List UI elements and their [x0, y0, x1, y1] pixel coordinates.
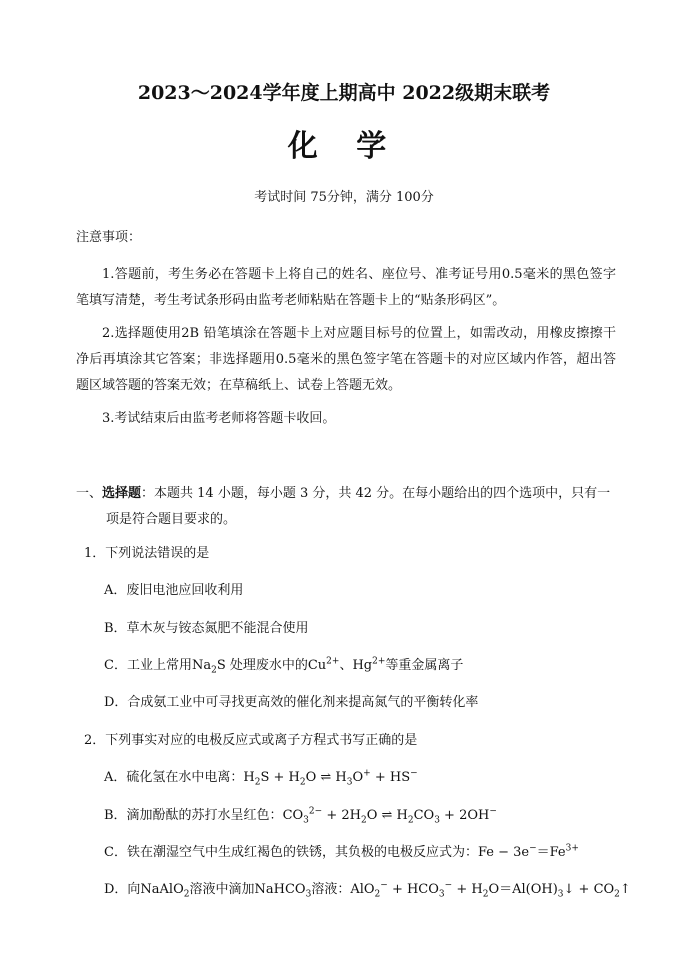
question-1-stem: 1．下列说法错误的是: [84, 546, 210, 561]
subject-title: 化 学: [287, 129, 401, 164]
question-1-option-a: A．废旧电池应回收利用: [104, 583, 244, 598]
exam-time: 考试时间 75分钟，满分 100分: [254, 190, 434, 205]
notes-title: 注意事项：: [76, 230, 142, 245]
question-2-option-b: B．滴加酚酞的苏打水呈红色：$CO_3^{2-} + 2H_2O$ ⇌ $H_2CO_3 + 2OH^-$: [104, 806, 497, 826]
note-item-2: 2.选择题使用2B 铅笔填涂在答题卡上对应题目标号的位置上，如需改动，用橡皮擦擦干净后再填涂其它答案；非选择题用0.5毫米的黑色签字笔在答题卡的对应区域内作答，超出答题区域答题的答案无效；在草稿纸上、试卷上答题无效。: [76, 326, 616, 393]
question-1-option-c: C．工业上常用$Na_2S$ 处理废水中的$Cu^{2+}$、$Hg^{2+}$等重金属离子: [104, 656, 464, 676]
section-heading: 一、选择题：本题共 14 小题，每小题 3 分，共 42 分。在每小题给出的四个选项中，只有一项是符合题目要求的。: [76, 486, 611, 527]
question-1-option-b: B．草木灰与铵态氮肥不能混合使用: [104, 621, 309, 636]
question-2-option-c: C．铁在潮湿空气中生成红褐色的铁锈，其负极的电极反应式为：$Fe - 3e^-=Fe^{3+}$: [104, 843, 579, 860]
note-item-1: 1.答题前，考生务必在答题卡上将自己的姓名、座位号、准考证号用0.5毫米的黑色签字笔填写清楚，考生考试条形码由监考老师粘贴在答题卡上的“贴条形码区”。: [76, 267, 616, 308]
exam-title: 2023～2024学年度上期高中 2022级期末联考: [137, 82, 551, 104]
question-2-stem: 2．下列事实对应的电极反应式或离子方程式书写正确的是: [84, 733, 418, 748]
question-2-option-a: A．硫化氢在水中电离：$H_2S + H_2O$ ⇌ $H_3O^+ + HS^-$: [104, 768, 418, 788]
note-item-3: 3.考试结束后由监考老师将答题卡收回。: [102, 411, 336, 426]
question-2-option-d: D．向NaAlO$_2$溶液中滴加NaHCO$_3$溶液：$AlO_2^- + HCO_3^-$ + $H_2O=Al(OH)_3↓$ + $CO_2↑$: [104, 880, 631, 900]
question-1-option-d: D．合成氨工业中可寻找更高效的催化剂来提高氮气的平衡转化率: [104, 695, 479, 710]
